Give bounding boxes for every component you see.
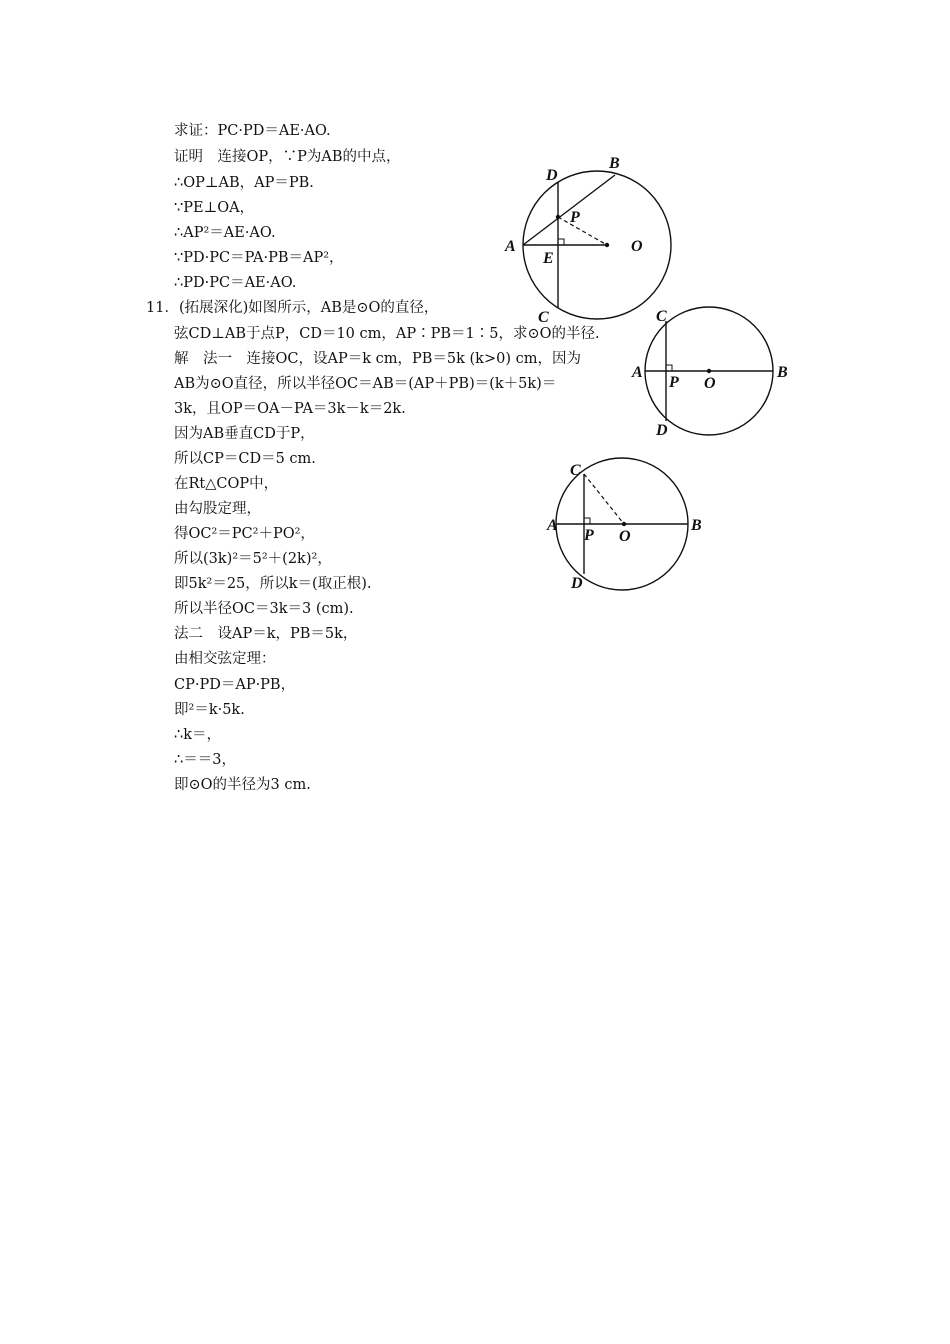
- chord-ab: [523, 175, 615, 245]
- label-d: D: [571, 575, 583, 592]
- text-line-25: ∴k＝，: [174, 727, 222, 743]
- label-d: D: [656, 422, 668, 439]
- text-line-27: 即⊙O的半径为3 cm.: [174, 777, 311, 793]
- text-line-3: ∴OP⊥AB，AP＝PB.: [174, 175, 314, 191]
- text-line-9: 弦CD⊥AB于点P，CD＝10 cm，AP∶PB＝1∶5，求⊙O的半径.: [174, 326, 600, 342]
- label-p: P: [669, 374, 679, 391]
- dashed-oc: [584, 474, 624, 524]
- point-p: [556, 215, 560, 219]
- label-p: P: [570, 209, 580, 226]
- label-a: A: [505, 238, 516, 255]
- text-line-16: 由勾股定理，: [174, 501, 261, 517]
- text-line-11: AB为⊙O直径，所以半径OC＝AB＝(AP＋PB)＝(k＋5k)＝: [174, 376, 557, 392]
- label-a: A: [547, 517, 558, 534]
- text-line-13: 因为AB垂直CD于P，: [174, 426, 315, 442]
- text-line-19: 即5k²＝25，所以k＝(取正根).: [174, 576, 372, 592]
- point-o: [622, 522, 626, 526]
- label-c: C: [570, 462, 581, 479]
- label-a: A: [632, 364, 643, 381]
- point-o: [605, 243, 609, 247]
- text-line-23: CP·PD＝AP·PB，: [174, 677, 296, 693]
- label-c: C: [656, 308, 667, 325]
- figure-circle-3: [540, 455, 710, 595]
- text-line-10: 解 法一 连接OC，设AP＝k cm，PB＝5k (k>0) cm，因为: [174, 351, 581, 367]
- right-angle-mark: [584, 518, 590, 524]
- label-c: C: [538, 309, 549, 325]
- text-line-15: 在Rt△COP中，: [174, 476, 279, 492]
- label-p: P: [584, 527, 594, 544]
- label-e: E: [543, 250, 554, 267]
- label-o: O: [619, 528, 631, 545]
- text-line-2: 证明 连接OP，∵P为AB的中点，: [174, 149, 401, 165]
- text-line-1: 求证：PC·PD＝AE·AO.: [174, 123, 331, 139]
- figure-circle-2: [628, 300, 796, 442]
- figure-circle-1: [498, 150, 678, 325]
- dashed-po: [558, 217, 607, 245]
- label-b: B: [691, 517, 702, 534]
- text-line-22: 由相交弦定理：: [174, 651, 276, 667]
- text-line-7: ∴PD·PC＝AE·AO.: [174, 275, 297, 291]
- text-line-14: 所以CP＝CD＝5 cm.: [174, 451, 316, 467]
- problem-11-heading: 11．(拓展深化)如图所示，AB是⊙O的直径，: [146, 300, 439, 316]
- text-line-20: 所以半径OC＝3k＝3 (cm).: [174, 601, 354, 617]
- text-line-5: ∴AP²＝AE·AO.: [174, 225, 276, 241]
- label-o: O: [704, 375, 716, 392]
- text-line-12: 3k，且OP＝OA－PA＝3k－k＝2k.: [174, 401, 406, 417]
- text-line-24: 即²＝k·5k.: [174, 702, 245, 718]
- label-o: O: [631, 238, 643, 255]
- text-line-21: 法二 设AP＝k，PB＝5k，: [174, 626, 358, 642]
- text-line-17: 得OC²＝PC²＋PO²，: [174, 526, 315, 542]
- text-line-18: 所以(3k)²＝5²＋(2k)²，: [174, 551, 332, 567]
- label-d: D: [546, 167, 558, 184]
- text-line-4: ∵PE⊥OA，: [174, 200, 255, 216]
- label-b: B: [609, 155, 620, 172]
- text-line-6: ∵PD·PC＝PA·PB＝AP²，: [174, 250, 344, 266]
- right-angle-mark: [558, 239, 564, 245]
- label-b: B: [777, 364, 788, 381]
- point-o: [707, 369, 711, 373]
- text-line-26: ∴＝＝3，: [174, 752, 236, 768]
- right-angle-mark: [666, 365, 672, 371]
